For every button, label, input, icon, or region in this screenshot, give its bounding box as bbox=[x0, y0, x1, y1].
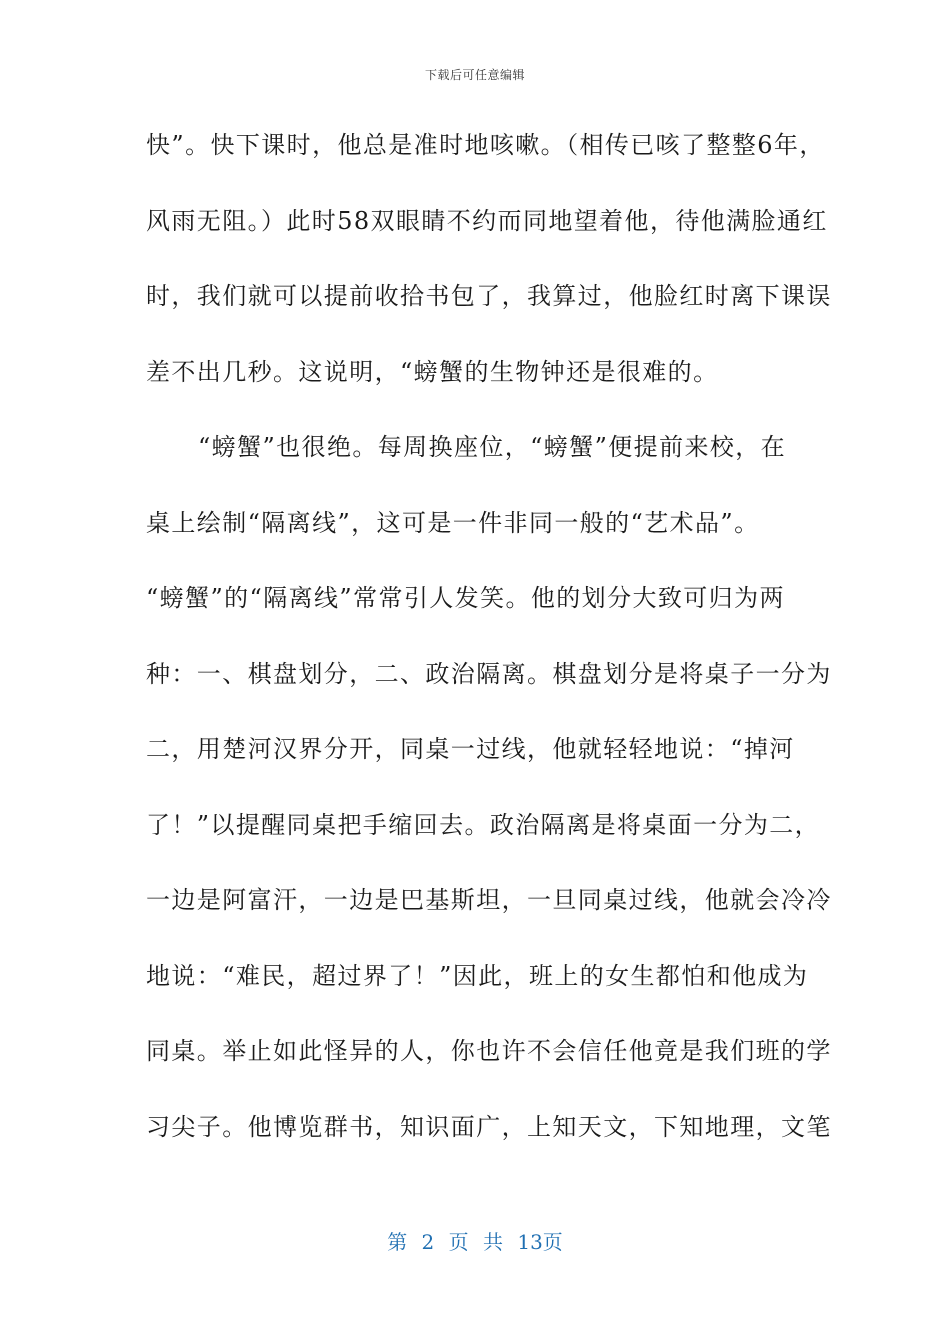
text-line: 了！”以提醒同桌把手缩回去。政治隔离是将桌面一分为二， bbox=[146, 810, 821, 839]
text-line: 风雨无阻。）此时58双眼睛不约而同地望着他，待他满脸通红 bbox=[146, 206, 828, 235]
text-line: 种：一、棋盘划分，二、政治隔离。棋盘划分是将桌子一分为 bbox=[146, 659, 832, 688]
page-number-footer: 第 2 页 共 13页 bbox=[387, 1230, 563, 1254]
body-text bbox=[146, 125, 832, 1182]
text-line: 差不出几秒。这说明，“螃蟹的生物钟还是很难的。 bbox=[146, 357, 719, 386]
text-line: 习尖子。他博览群书，知识面广，上知天文，下知地理，文笔 bbox=[146, 1112, 832, 1141]
text-line: 一边是阿富汗，一边是巴基斯坦，一旦同桌过线，他就会冷冷 bbox=[146, 886, 832, 914]
text-line: 地说：“难民，超过界了！”因此，班上的女生都怕和他成为 bbox=[146, 961, 809, 990]
paragraph-start-line: “螃蟹”也很绝。每周换座位，“螃蟹”便提前来校，在 bbox=[198, 433, 787, 461]
text-line: 时，我们就可以提前收拾书包了，我算过，他脸红时离下课误 bbox=[146, 282, 832, 310]
text-line: 二，用楚河汉界分开，同桌一过线，他就轻轻地说：“掉河 bbox=[146, 735, 795, 763]
text-line: 桌上绘制“隔离线”，这可是一件非同一般的“艺术品”。 bbox=[146, 508, 760, 537]
header-note: 下载后可任意编辑 bbox=[424, 68, 525, 82]
text-line: 快”。快下课时，他总是准时地咳嗽。（相传已咳了整整6年， bbox=[146, 131, 825, 159]
text-line: “螃蟹”的“隔离线”常常引人发笑。他的划分大致可归为两 bbox=[146, 584, 785, 612]
text-line: 同桌。举止如此怪异的人，你也许不会信任他竟是我们班的学 bbox=[146, 1037, 832, 1065]
